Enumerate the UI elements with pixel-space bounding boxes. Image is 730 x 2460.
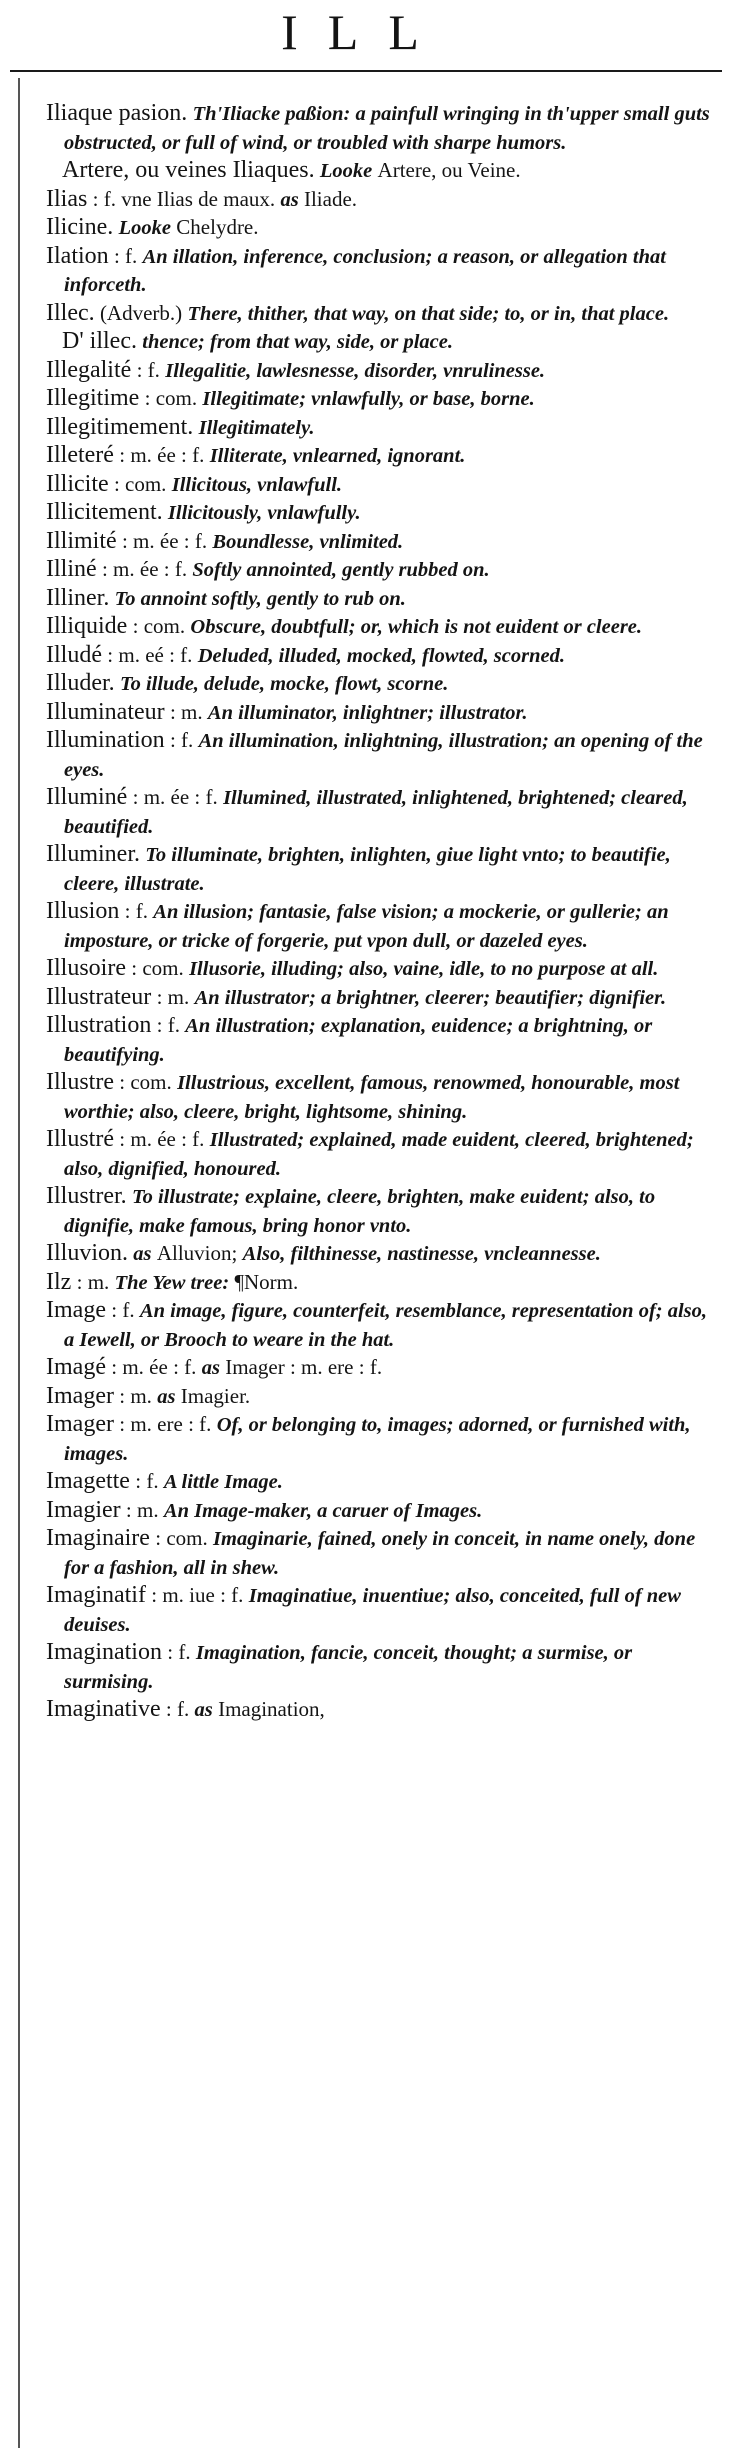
headword: Illusoire	[46, 955, 126, 981]
grammar-note: : m. iue : f.	[151, 1583, 244, 1607]
dictionary-entry	[46, 585, 722, 614]
definition: as	[157, 1385, 176, 1408]
headword: Imager	[46, 1411, 114, 1437]
dictionary-entry	[46, 1639, 722, 1696]
cross-reference: Alluvion;	[156, 1241, 238, 1265]
headword: Illimité	[46, 527, 117, 554]
entry-list	[46, 100, 722, 1725]
dictionary-entry	[46, 1525, 722, 1582]
dictionary-entry	[46, 670, 722, 699]
dictionary-entry	[46, 1354, 722, 1383]
headword: Ilias	[46, 185, 88, 212]
headword: Ilicine.	[46, 214, 114, 240]
grammar-note: : com.	[155, 1526, 208, 1550]
dictionary-entry	[46, 613, 722, 642]
dictionary-entry	[46, 243, 722, 300]
headword: Illuvion.	[46, 1240, 128, 1266]
headword: Illiner.	[46, 584, 110, 611]
dictionary-entry	[46, 157, 722, 186]
dictionary-entry	[46, 442, 722, 471]
headword: Illustration	[46, 1012, 152, 1038]
dictionary-entry	[46, 642, 722, 671]
running-head: ILL	[281, 4, 449, 60]
dictionary-entry	[46, 1183, 722, 1240]
dictionary-entry	[46, 1497, 722, 1526]
grammar-note: (Adverb.)	[99, 300, 183, 325]
dictionary-entry	[46, 1696, 722, 1725]
dictionary-entry	[46, 186, 722, 215]
headword: Imaginative	[46, 1696, 161, 1722]
dictionary-entry	[46, 414, 722, 443]
cross-reference: Imager : m. ere : f.	[225, 1355, 383, 1379]
grammar-note: : f.	[124, 899, 148, 923]
definition: Illustrious, excellent, famous, renowmed, honourable, most worthie; also, cleere, bright, lightsome, shining.	[64, 1072, 680, 1123]
grammar-note: : f.	[169, 728, 194, 752]
grammar-note: : f.	[167, 1640, 191, 1664]
definition: Illegalitie, lawlesnesse, disorder, vnrulinesse.	[165, 359, 546, 382]
dictionary-entry	[46, 357, 722, 386]
grammar-note: : com.	[144, 386, 198, 410]
definition: Illegitimately.	[198, 416, 315, 439]
grammar-note: : m. ée : f.	[121, 528, 208, 553]
headword: Illustre	[46, 1069, 114, 1095]
grammar-note: : m.	[125, 1497, 159, 1522]
grammar-note: : m.	[169, 699, 203, 724]
grammar-note: : m. ée : f.	[101, 557, 188, 581]
grammar-note: : m.	[76, 1269, 110, 1294]
definition: Illicitous, vnlawfull.	[171, 473, 343, 496]
grammar-note: : com.	[132, 614, 186, 638]
definition: An illusion; fantasie, false vision; a mockerie, or gullerie; an imposture, or tricke of forgerie, put vpon dull, or dazeled eyes.	[64, 901, 669, 952]
headword: Illusion	[46, 898, 120, 924]
headword: Image	[46, 1297, 106, 1323]
dictionary-entry	[46, 1240, 722, 1269]
definition: Th'Iliacke paßion: a painfull wringing in th'upper small guts obstructed, or full of wind, or troubled with sharpe humors.	[64, 103, 710, 154]
grammar-note: : m.	[119, 1383, 152, 1408]
headword: Illicitement.	[46, 499, 163, 525]
header-rule	[10, 70, 722, 72]
definition: An illuminator, inlightner; illustrator.	[207, 701, 528, 724]
dictionary-entry	[46, 214, 722, 243]
dictionary-entry	[46, 385, 722, 414]
definition: An Image-maker, a caruer of Images.	[163, 1499, 483, 1522]
definition: Illumined, illustrated, inlightened, brightened; cleared, beautified.	[64, 787, 688, 838]
headword: D' illec.	[62, 328, 137, 354]
definition: An illumination, inlightning, illustration; an opening of the eyes.	[64, 730, 703, 781]
grammar-note: : f. vne Ilias de maux.	[92, 186, 276, 211]
grammar-note: : m. ée : f.	[132, 785, 218, 809]
dictionary-entry	[46, 1269, 722, 1298]
headword: Illuminé	[46, 784, 128, 810]
dictionary-entry	[46, 727, 722, 784]
headword: Imagier	[46, 1496, 121, 1523]
headword: Imager	[46, 1382, 114, 1409]
definition: Obscure, doubtfull; or, which is not euident or cleere.	[190, 616, 643, 638]
headword: Illustré	[46, 1126, 114, 1152]
headword: Illiquide	[46, 613, 128, 639]
definition: as	[201, 1357, 220, 1379]
dictionary-entry	[46, 1012, 722, 1069]
definition: as	[133, 1243, 152, 1265]
headword: Illumination	[46, 727, 165, 753]
definition: Deluded, illuded, mocked, flowted, scorned.	[197, 644, 565, 667]
grammar-note: : f.	[111, 1298, 135, 1322]
definition: Also, filthinesse, nastinesse, vncleannesse.	[242, 1243, 601, 1265]
definition: Illiterate, vnlearned, ignorant.	[209, 445, 466, 467]
definition: Looke	[319, 160, 373, 182]
headword: Imagette	[46, 1468, 130, 1494]
definition: Illegitimate; vnlawfully, or base, borne.	[202, 388, 535, 410]
headword: Illiné	[46, 556, 97, 582]
definition: The Yew tree:	[114, 1271, 230, 1294]
grammar-note: : m. ée : f.	[119, 443, 205, 467]
cross-reference: Iliade.	[303, 186, 358, 211]
dictionary-entry	[46, 1411, 722, 1468]
headword: Imaginatif	[46, 1582, 146, 1608]
headword: Illicite	[46, 470, 109, 497]
dictionary-entry	[46, 955, 722, 984]
definition: Imaginarie, fained, onely in conceit, in name onely, done for a fashion, all in shew.	[64, 1528, 696, 1579]
definition: To illude, delude, mocke, flowt, scorne.	[119, 673, 449, 695]
grammar-note: : com.	[131, 956, 184, 980]
grammar-note: : f.	[165, 1697, 190, 1721]
headword: Illegitimement.	[46, 413, 194, 440]
definition: Imagination, fancie, conceit, thought; a surmise, or surmising.	[64, 1642, 633, 1693]
grammar-note: : com.	[119, 1070, 172, 1094]
dictionary-entry	[46, 1126, 722, 1183]
dictionary-entry	[46, 898, 722, 955]
headword: Imagé	[46, 1354, 106, 1380]
headword: Illuminer.	[46, 841, 140, 867]
headword: Illegalité	[46, 356, 132, 383]
definition: Imaginatiue, inuentiue; also, conceited, full of new deuises.	[64, 1585, 681, 1636]
headword: Illeteré	[46, 442, 114, 468]
grammar-note: : m.	[156, 984, 190, 1009]
definition: To annoint softly, gently to rub on.	[114, 587, 406, 610]
definition: To illustrate; explaine, cleere, brighten, make euident; also, to dignifie, make famous, bring honor vnto.	[64, 1186, 656, 1237]
grammar-note: : m. ere : f.	[119, 1412, 212, 1436]
dictionary-entry	[46, 528, 722, 557]
dictionary-entry	[46, 1297, 722, 1354]
definition: An illustrator; a brightner, cleerer; beautifier; dignifier.	[194, 986, 667, 1009]
dictionary-entry	[46, 100, 722, 157]
definition: as	[280, 188, 299, 211]
headword: Iliaque pasion.	[46, 100, 188, 126]
grammar-note: : m. ée : f.	[111, 1355, 197, 1379]
dictionary-entry	[46, 1069, 722, 1126]
headword: Illegitime	[46, 385, 140, 411]
cross-reference: Imagier.	[180, 1383, 251, 1408]
headword: Illuder.	[46, 670, 115, 696]
definition: An illustration; explanation, euidence; a brightning, or beautifying.	[64, 1015, 653, 1066]
grammar-note: : f.	[135, 1469, 159, 1493]
dictionary-entry	[46, 784, 722, 841]
grammar-note: : f.	[156, 1013, 180, 1037]
cross-reference: Artere, ou Veine.	[377, 158, 521, 182]
dictionary-entry	[46, 984, 722, 1013]
headword: Imaginaire	[46, 1525, 150, 1551]
headword: Illec.	[46, 299, 95, 326]
grammar-note: : f.	[113, 243, 138, 268]
column-rule	[18, 78, 20, 2448]
grammar-note: : m. ée : f.	[119, 1127, 205, 1151]
headword: Illustrateur	[46, 983, 152, 1010]
dictionary-entry	[46, 841, 722, 898]
dictionary-entry	[46, 699, 722, 728]
headword: Ilz	[46, 1268, 72, 1295]
dictionary-entry	[46, 556, 722, 585]
grammar-note: : com.	[113, 471, 167, 496]
dictionary-entry	[46, 1582, 722, 1639]
dictionary-entry	[46, 1383, 722, 1412]
definition: Softly annointed, gently rubbed on.	[192, 559, 490, 581]
headword: Illuminateur	[46, 698, 165, 725]
definition: Boundlesse, vnlimited.	[212, 530, 404, 553]
headword: Illustrer.	[46, 1183, 127, 1209]
definition: Illicitously, vnlawfully.	[167, 502, 361, 524]
cross-reference: ¶Norm.	[234, 1269, 299, 1294]
definition: An image, figure, counterfeit, resemblance, representation of; also, a Iewell, or Brooch to weare in the hat.	[64, 1300, 708, 1351]
definition: thence; from that way, side, or place.	[142, 331, 453, 353]
cross-reference: Imagination,	[218, 1697, 325, 1721]
dictionary-entry	[46, 1468, 722, 1497]
definition: Of, or belonging to, images; adorned, or furnished with, images.	[64, 1414, 691, 1465]
dictionary-entry	[46, 300, 722, 329]
grammar-note: : m. eé : f.	[107, 642, 193, 667]
dictionary-entry	[46, 499, 722, 528]
definition: There, thither, that way, on that side; to, or in, that place.	[187, 302, 670, 325]
headword: Imagination	[46, 1639, 162, 1665]
dictionary-entry	[46, 328, 722, 357]
headword: Artere, ou veines Iliaques.	[62, 157, 315, 183]
headword: Illudé	[46, 641, 102, 668]
definition: To illuminate, brighten, inlighten, giue light vnto; to beautifie, cleere, illustrate.	[64, 844, 671, 895]
cross-reference: Chelydre.	[176, 215, 259, 239]
headword: Ilation	[46, 242, 109, 269]
grammar-note: : f.	[136, 357, 160, 382]
definition: Illusorie, illuding; also, vaine, idle, to no purpose at all.	[189, 958, 659, 980]
definition: Illustrated; explained, made euident, cleered, brightened; also, dignified, honoured.	[64, 1129, 694, 1180]
definition: Looke	[118, 217, 171, 239]
definition: An illation, inference, conclusion; a reason, or allegation that inforceth.	[64, 245, 666, 296]
definition: A little Image.	[163, 1471, 283, 1493]
definition: as	[194, 1699, 213, 1721]
dictionary-entry	[46, 471, 722, 500]
